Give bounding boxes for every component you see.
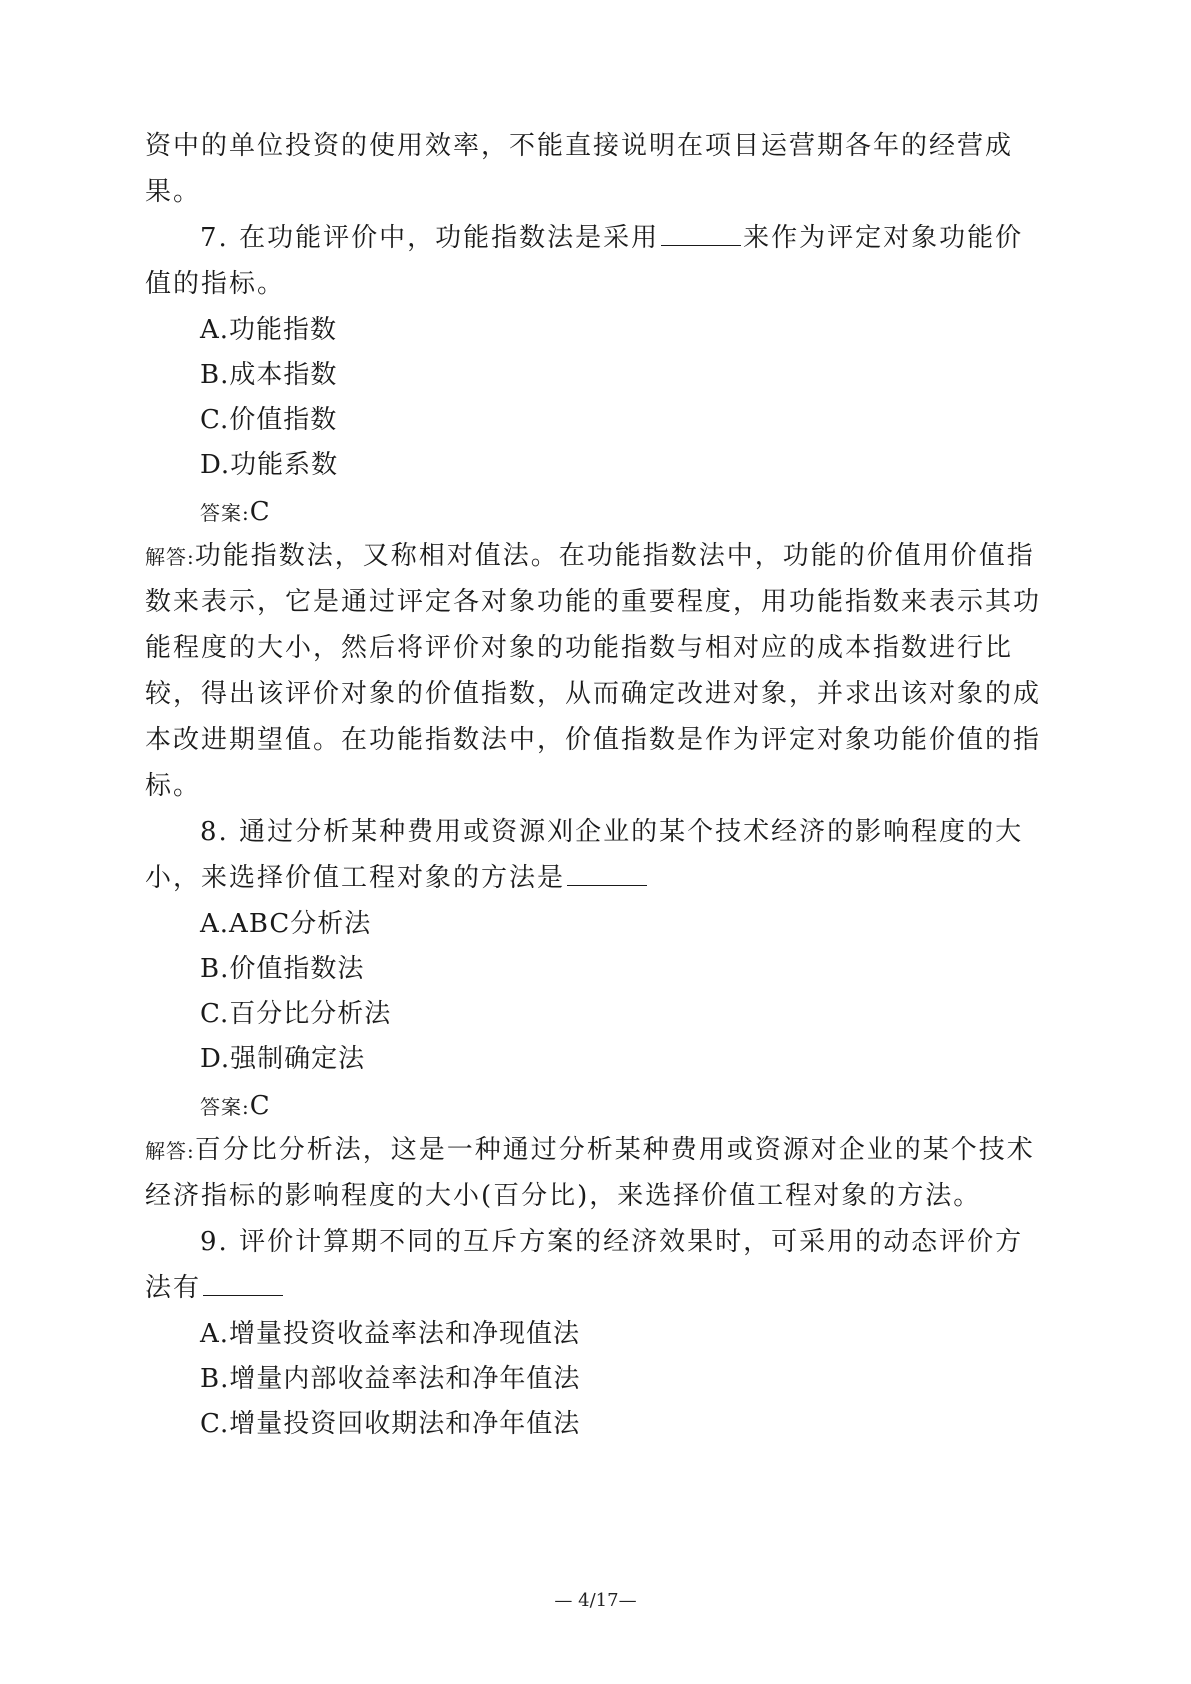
question-9-line2: [145, 1268, 1071, 1308]
answer-blank: [567, 859, 647, 886]
explanation-text: 功能指数法，又称相对值法。在功能指数法中，功能的价值用价值指: [194, 541, 1035, 571]
answer-value: C: [249, 1091, 271, 1121]
question-7: [200, 218, 1071, 258]
question-9: 9. 评价计算期不同的互斥方案的经济效果时，可采用的动态评价方: [200, 1227, 1024, 1257]
explanation-line: 标。: [145, 771, 202, 801]
question-7-line2: 值的指标。: [145, 269, 286, 299]
explanation-text: 百分比分析法，这是一种通过分析某种费用或资源对企业的某个技术: [194, 1135, 1035, 1165]
text-line: 果。: [145, 177, 202, 207]
option-b: B.成本指数: [200, 360, 338, 390]
explanation-label: 解答:: [145, 545, 195, 569]
answer-line: [200, 1086, 1071, 1126]
question-8-text: 小，来选择价值工程对象的方法是: [145, 863, 566, 893]
option-a: A.增量投资收益率法和净现值法: [200, 1319, 581, 1349]
page-number: — 4/17—: [554, 1590, 637, 1611]
explanation-line: 较，得出该评价对象的价值指数，从而确定改进对象，并求出该对象的成: [145, 679, 1042, 709]
explanation-line: 本改进期望值。在功能指数法中，价值指数是作为评定对象功能价值的指: [145, 725, 1042, 755]
answer-blank: [203, 1269, 283, 1296]
answer-label: 答案:: [200, 1095, 250, 1119]
option-d: D.强制确定法: [200, 1044, 366, 1074]
explanation-line: [145, 1130, 1071, 1170]
explanation-line: 数来表示，它是通过评定各对象功能的重要程度，用功能指数来表示其功: [145, 587, 1042, 617]
answer-line: [200, 492, 1071, 532]
option-c: C.价值指数: [200, 405, 338, 435]
text-line: 资中的单位投资的使用效率，不能直接说明在项目运营期各年的经营成: [145, 131, 1014, 161]
explanation-label: 解答:: [145, 1139, 195, 1163]
option-c: C.百分比分析法: [200, 999, 392, 1029]
question-8-line2: [145, 858, 1071, 898]
explanation-line: 经济指标的影响程度的大小(百分比)，来选择价值工程对象的方法。: [145, 1181, 982, 1211]
option-b: B.价值指数法: [200, 954, 365, 984]
option-a: A.ABC分析法: [200, 909, 372, 939]
explanation-line: [145, 536, 1071, 576]
answer-value: C: [249, 497, 271, 527]
option-a: A.功能指数: [200, 315, 338, 345]
question-9-text: 法有: [145, 1273, 202, 1303]
option-c: C.增量投资回收期法和净年值法: [200, 1409, 581, 1439]
answer-blank: [661, 219, 741, 246]
answer-label: 答案:: [200, 501, 250, 525]
question-7-text: 7. 在功能评价中，功能指数法是采用: [200, 223, 660, 253]
question-7-text-cont: 来作为评定对象功能价: [743, 223, 1024, 253]
explanation-line: 能程度的大小，然后将评价对象的功能指数与相对应的成本指数进行比: [145, 633, 1014, 663]
question-8: 8. 通过分析某种费用或资源刈企业的某个技术经济的影响程度的大: [200, 817, 1024, 847]
option-b: B.增量内部收益率法和净年值法: [200, 1364, 581, 1394]
option-d: D.功能系数: [200, 450, 339, 480]
